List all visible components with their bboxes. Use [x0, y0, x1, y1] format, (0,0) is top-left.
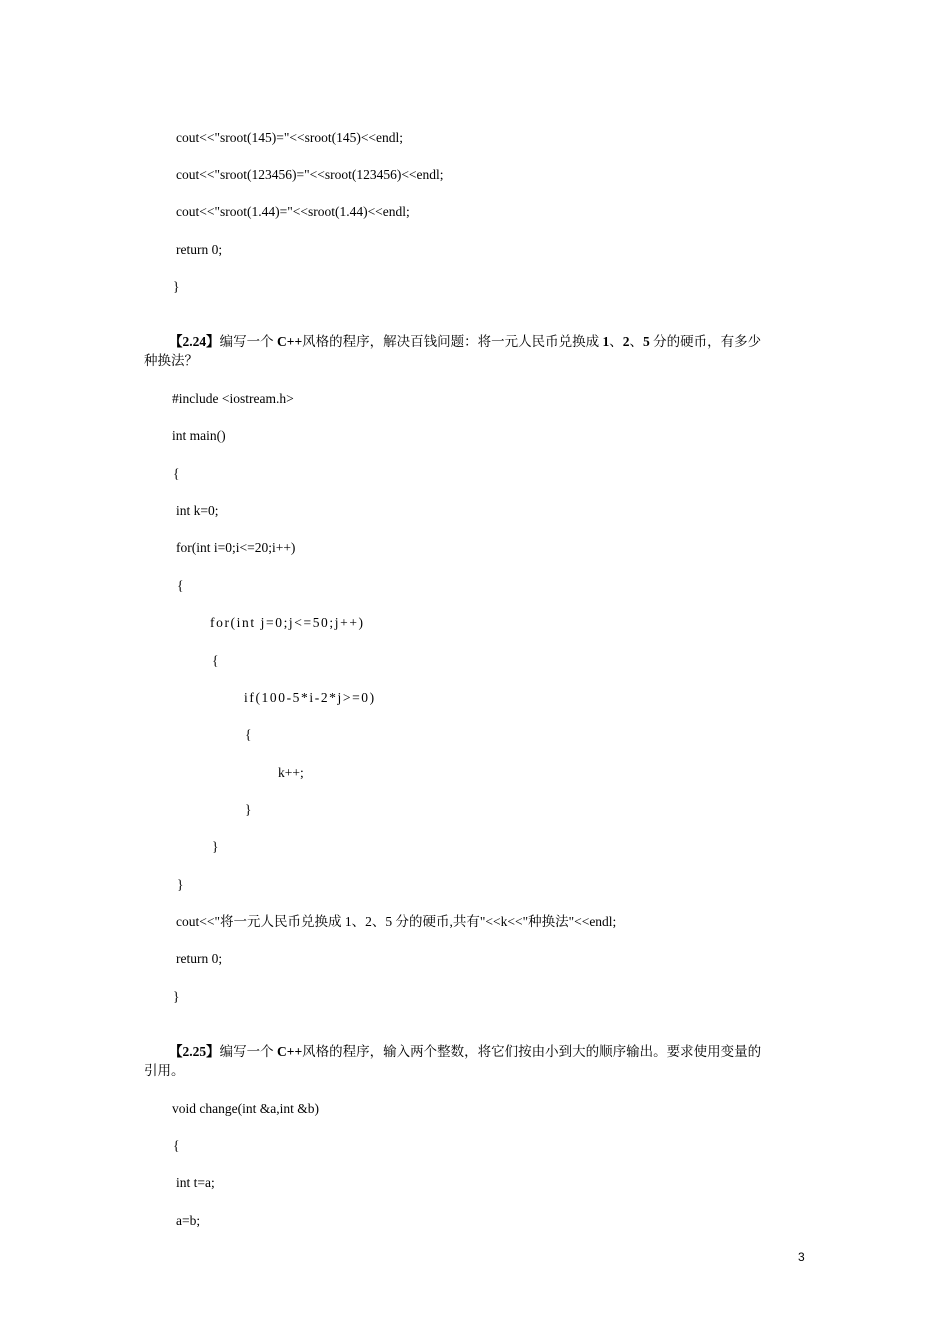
problem-text-bold: C++ — [277, 334, 303, 349]
code-line: void change(int &a,int &b) — [172, 1101, 319, 1116]
code-line: { — [173, 1138, 180, 1153]
problem-text: 编写一个 — [219, 1044, 277, 1059]
code-line: k++; — [278, 765, 304, 780]
code-line: a=b; — [176, 1213, 201, 1228]
problem-text-continued: 种换法？ — [144, 353, 198, 368]
problem-text-bold: 1 — [602, 334, 610, 349]
code-line: if(100-5*i-2*j>=0) — [244, 690, 376, 705]
code-line: } — [177, 877, 184, 892]
code-line: return 0; — [176, 951, 223, 966]
page-number: 3 — [798, 1250, 805, 1264]
problem-heading — [169, 315, 761, 351]
code-line: int k=0; — [176, 503, 219, 518]
problem-text: 风格的程序，解决百钱问题：将一元人民币兑换成 — [302, 334, 603, 349]
code-line: { — [212, 653, 219, 668]
code-line: } — [173, 279, 180, 294]
problem-text: 、 — [609, 334, 623, 349]
problem-text-bold: 5 — [643, 334, 650, 349]
code-line: { — [173, 466, 180, 481]
code-line: } — [173, 989, 180, 1004]
problem-tag: 【2.25】 — [169, 1044, 220, 1059]
problem-text-continued: 引用。 — [144, 1063, 185, 1078]
problem-text: 分的硬币，有多少 — [649, 334, 762, 349]
code-line: } — [245, 802, 252, 817]
problem-tag: 【2.24】 — [169, 334, 220, 349]
code-line: cout<<"sroot(123456)="<<sroot(123456)<<endl; — [176, 167, 444, 182]
code-line: int main() — [172, 428, 226, 443]
problem-text: 编写一个 — [219, 334, 277, 349]
problem-text: 风格的程序，输入两个整数，将它们按由小到大的顺序输出。要求使用变量的 — [302, 1044, 762, 1059]
problem-text: 、 — [629, 334, 644, 349]
code-line: #include <iostream.h> — [172, 391, 294, 406]
problem-text-bold: C++ — [277, 1044, 303, 1059]
code-line: } — [212, 839, 219, 854]
code-line: int t=a; — [176, 1175, 215, 1190]
code-line: cout<<"sroot(1.44)="<<sroot(1.44)<<endl; — [176, 204, 410, 219]
code-line: for(int i=0;i<=20;i++) — [176, 540, 296, 555]
code-line: { — [245, 727, 252, 742]
problem-heading — [169, 1025, 761, 1061]
code-line: { — [177, 578, 184, 593]
code-line: cout<<"sroot(145)="<<sroot(145)<<endl; — [176, 130, 404, 145]
code-line: cout<<"将一元人民币兑换成 1、2、5 分的硬币,共有"<<k<<"种换法"<<endl; — [176, 914, 617, 929]
code-line: for(int j=0;j<=50;j++) — [210, 615, 365, 630]
problem-text-bold: 2 — [622, 334, 630, 349]
code-line: return 0; — [176, 242, 223, 257]
